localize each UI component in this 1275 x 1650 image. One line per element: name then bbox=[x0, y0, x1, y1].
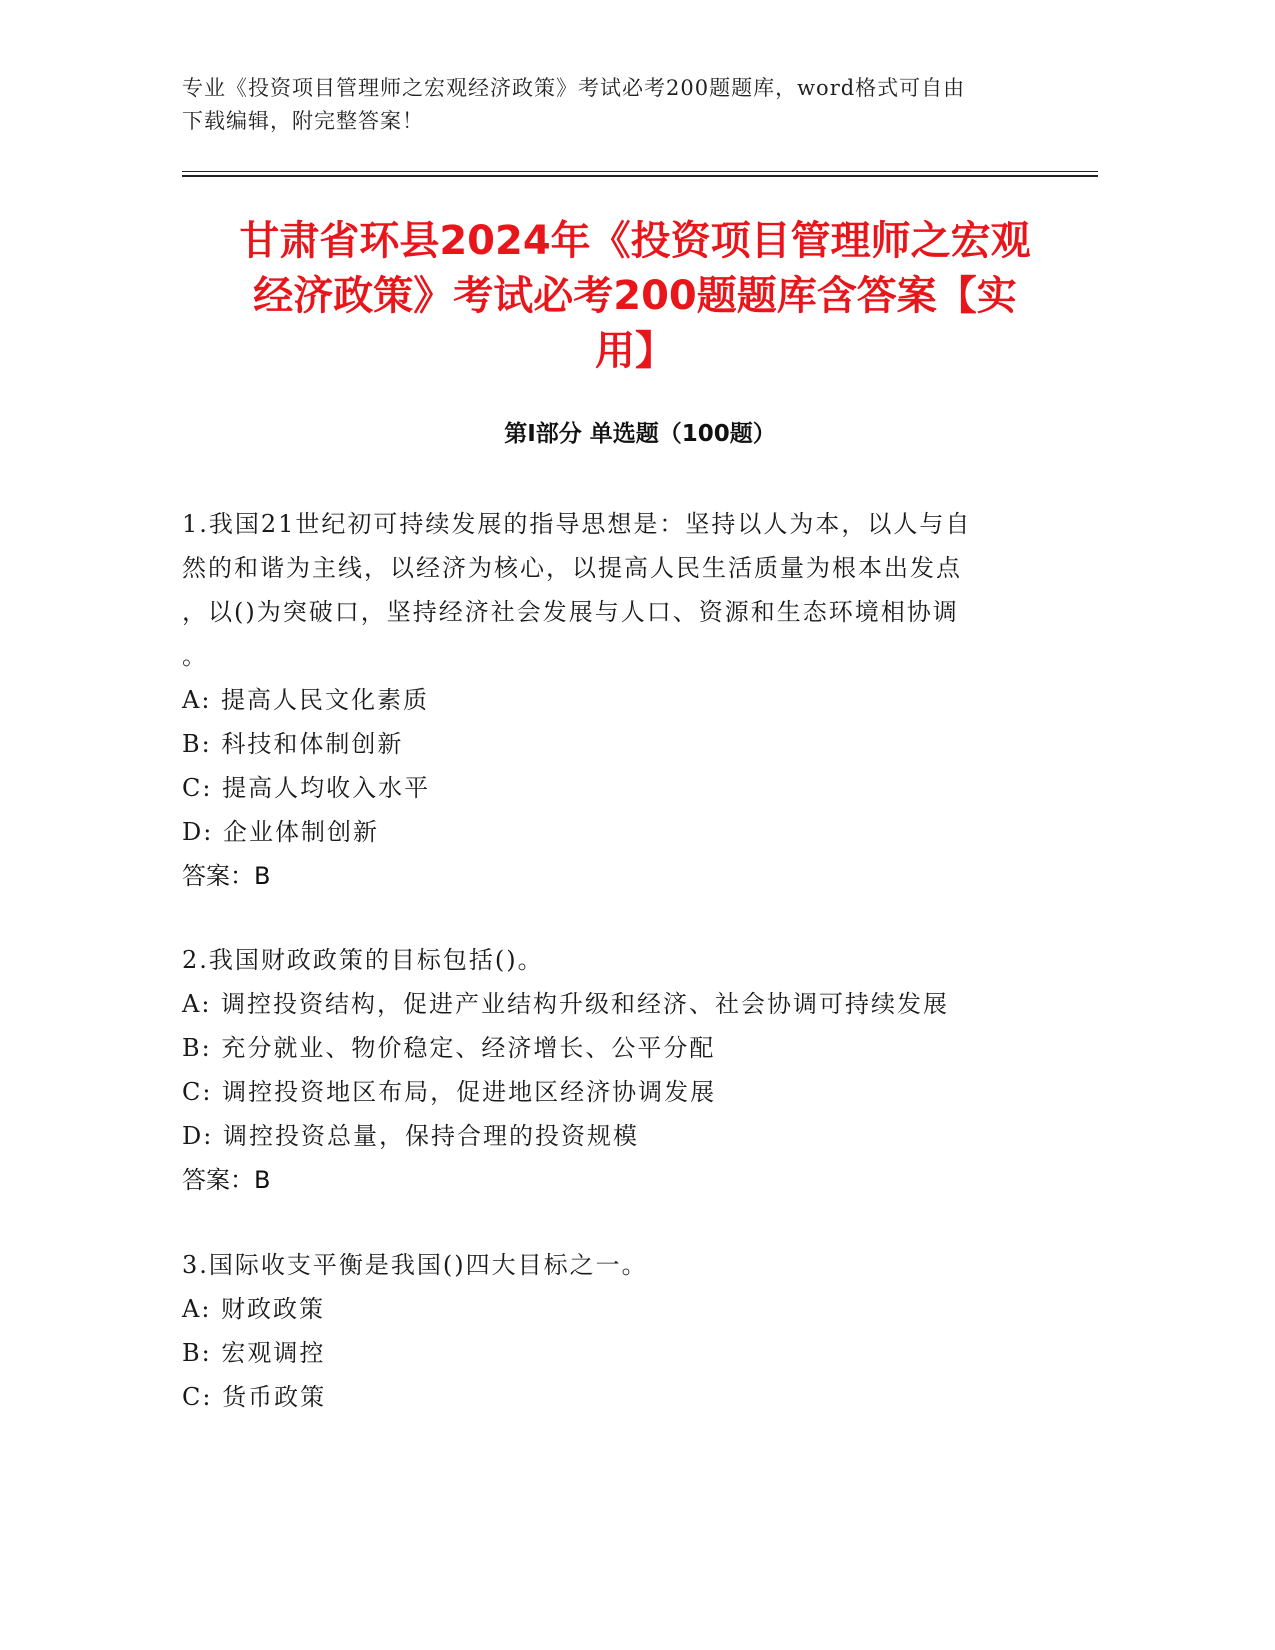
option-a: A: 调控投资结构，促进产业结构升级和经济、社会协调可持续发展 bbox=[182, 990, 950, 1018]
question-stem-line: 。 bbox=[182, 642, 208, 670]
option-b: B: 科技和体制创新 bbox=[182, 730, 404, 758]
option-c: C: 调控投资地区布局，促进地区经济协调发展 bbox=[182, 1078, 717, 1106]
question-2 bbox=[182, 938, 1032, 1202]
header-divider-thick bbox=[182, 175, 1098, 177]
option-d: D: 企业体制创新 bbox=[182, 818, 379, 846]
question-stem-line: 1.我国21世纪初可持续发展的指导思想是：坚持以人为本，以人与自 bbox=[182, 510, 972, 538]
header-note-line: 下载编辑，附完整答案！ bbox=[182, 109, 424, 133]
option-d: D: 调控投资总量，保持合理的投资规模 bbox=[182, 1122, 639, 1150]
document-title-line: 经济政策》考试必考200题题库含答案【实 bbox=[253, 273, 1017, 319]
header-divider-thin bbox=[182, 171, 1098, 172]
option-c: C: 提高人均收入水平 bbox=[182, 774, 431, 802]
option-c: C: 货币政策 bbox=[182, 1383, 327, 1411]
section-heading: 第Ⅰ部分 单选题（100题） bbox=[504, 421, 776, 447]
question-1 bbox=[182, 502, 1032, 898]
answer-label: 答案：B bbox=[182, 862, 271, 890]
option-b: B: 宏观调控 bbox=[182, 1339, 326, 1367]
question-stem-line: 2.我国财政政策的目标包括()。 bbox=[182, 946, 544, 974]
option-b: B: 充分就业、物价稳定、经济增长、公平分配 bbox=[182, 1034, 716, 1062]
option-a: A: 财政政策 bbox=[182, 1295, 326, 1323]
document-title-line: 用】 bbox=[595, 328, 675, 374]
question-stem-line: 3.国际收支平衡是我国()四大目标之一。 bbox=[182, 1251, 648, 1279]
option-a: A: 提高人民文化素质 bbox=[182, 686, 430, 714]
header-note bbox=[182, 72, 1062, 138]
document-title bbox=[170, 214, 1100, 379]
question-stem-line: ，以()为突破口，坚持经济社会发展与人口、资源和生态环境相协调 bbox=[182, 598, 959, 626]
document-title-line: 甘肃省环县2024年《投资项目管理师之宏观 bbox=[239, 218, 1031, 264]
question-3 bbox=[182, 1243, 1032, 1419]
question-stem-line: 然的和谐为主线，以经济为核心，以提高人民生活质量为根本出发点 bbox=[182, 554, 962, 582]
answer-label: 答案：B bbox=[182, 1166, 271, 1194]
header-note-line: 专业《投资项目管理师之宏观经济政策》考试必考200题题库，word格式可自由 bbox=[182, 76, 966, 100]
